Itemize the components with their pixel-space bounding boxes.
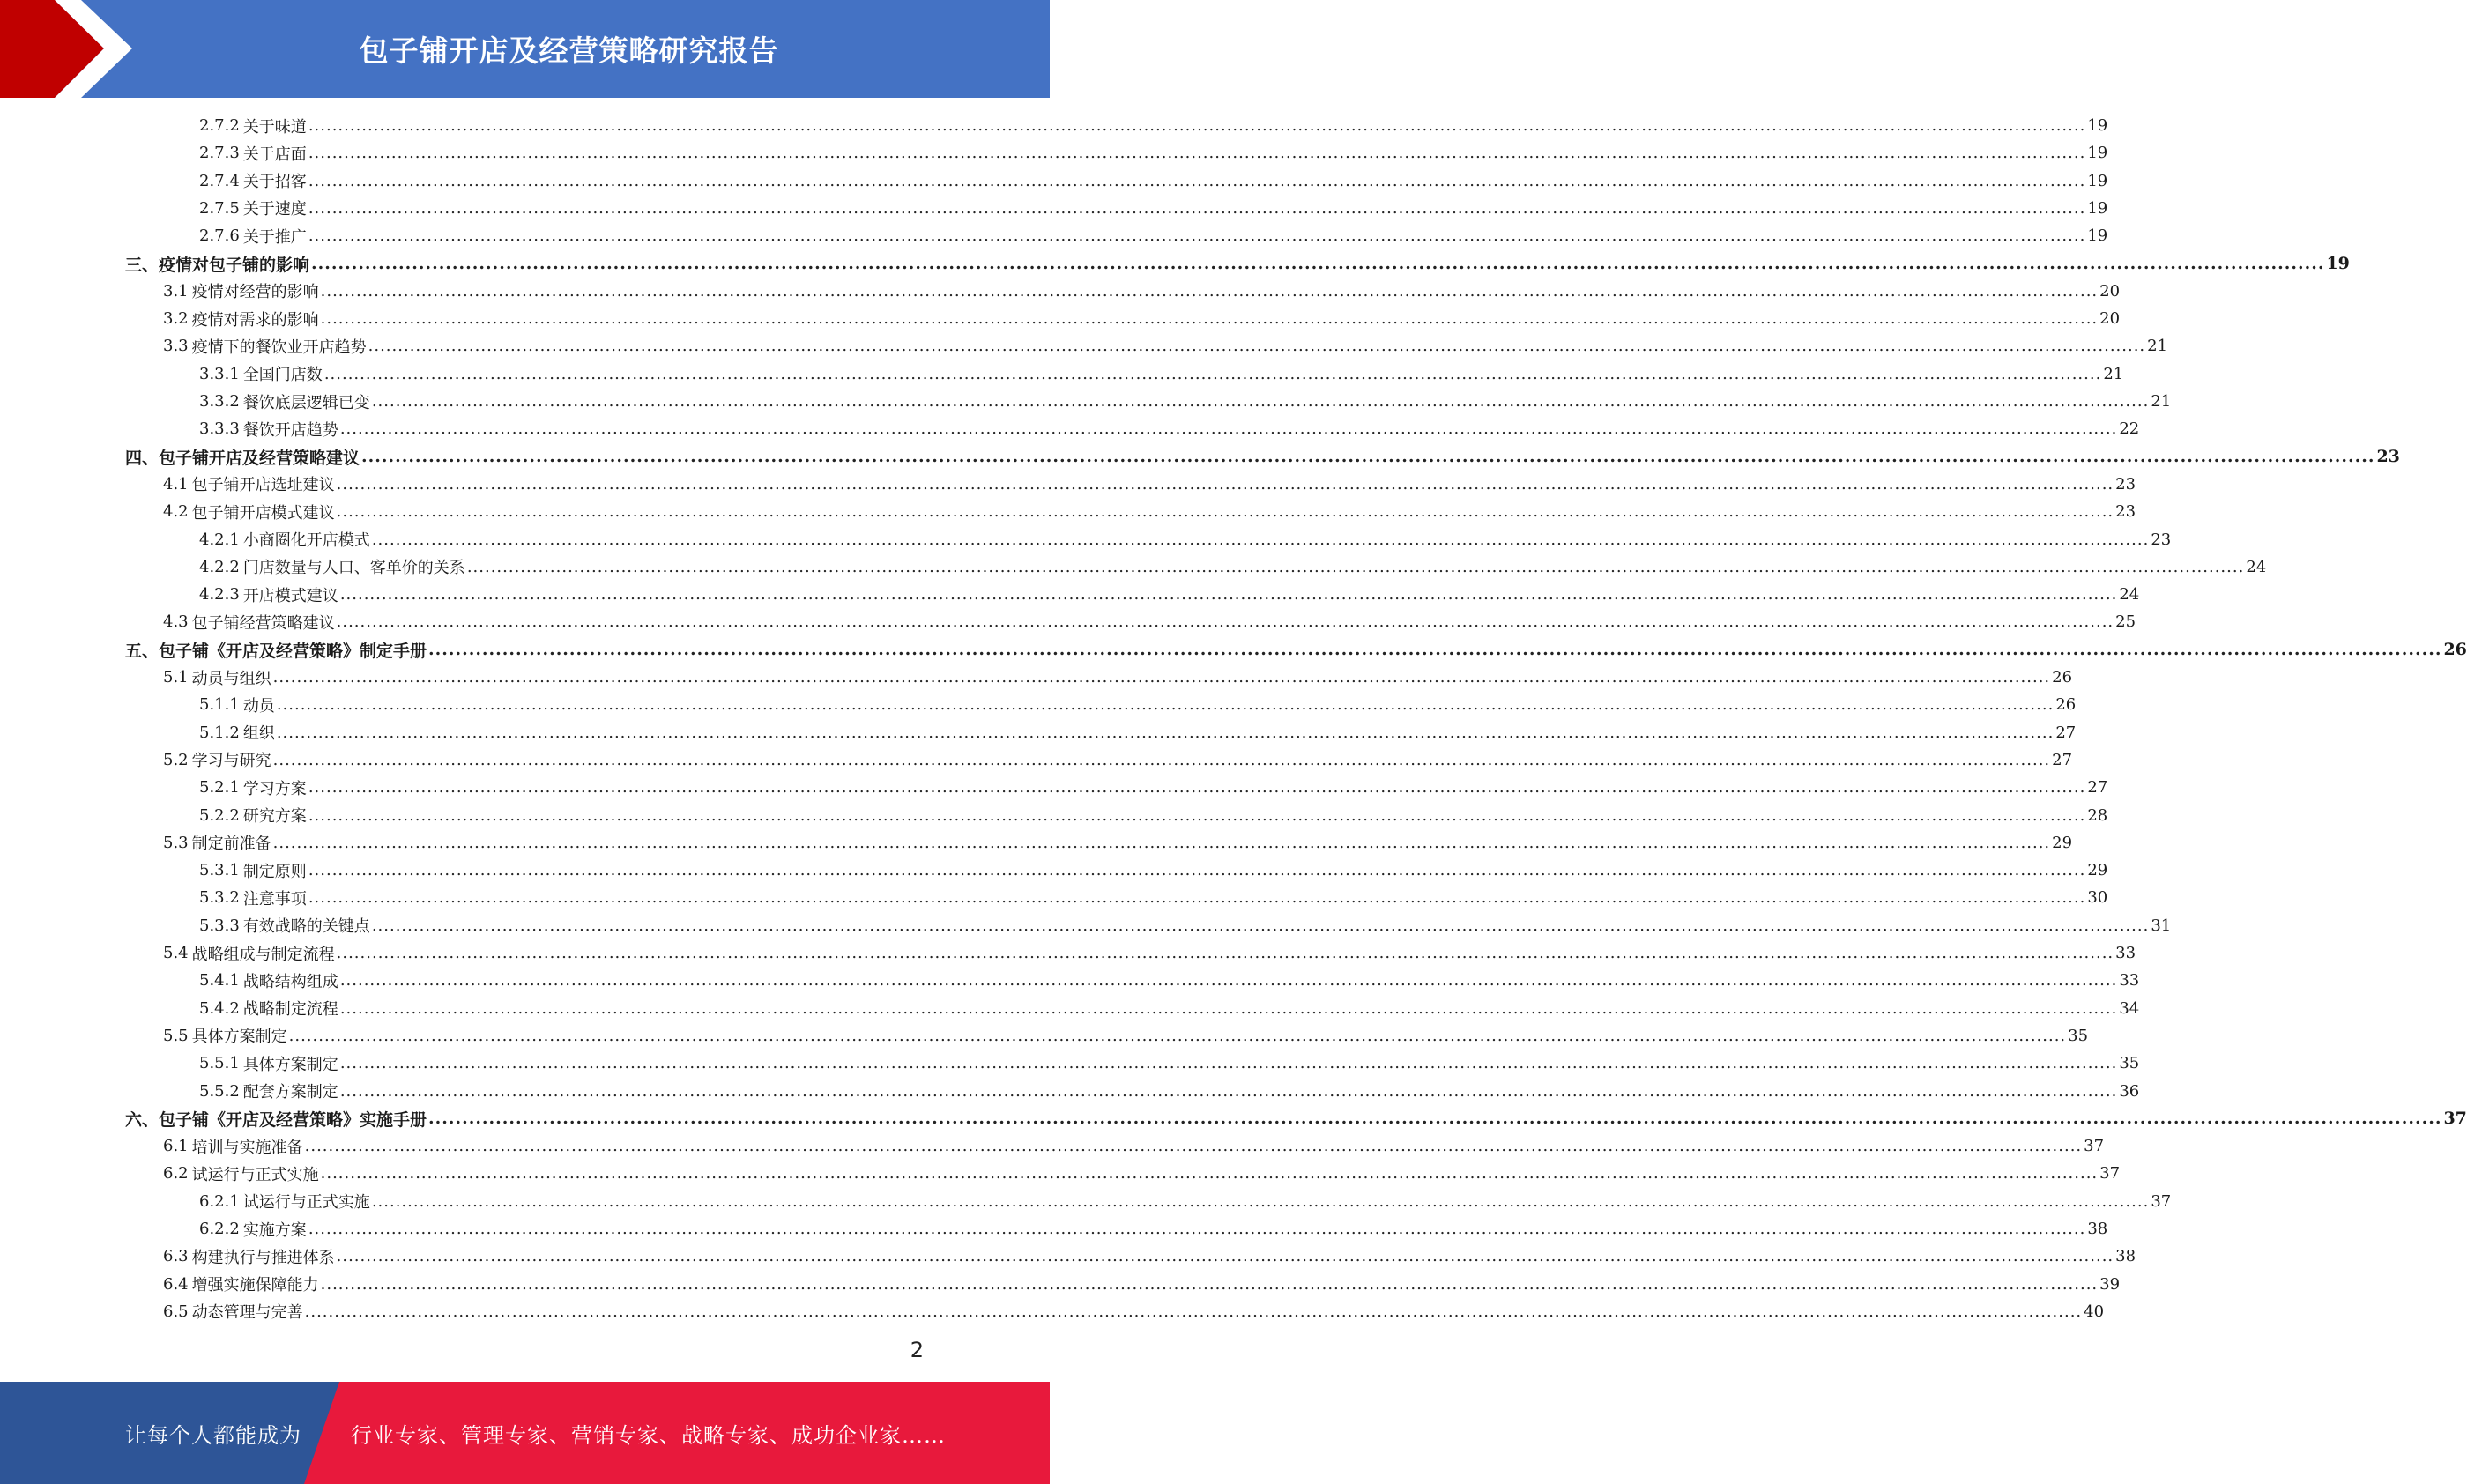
toc-entry-page: 21 — [2151, 392, 2172, 411]
toc-entry-page: 38 — [2115, 1247, 2136, 1266]
toc-entry[interactable] — [163, 305, 2121, 332]
toc-entry-label: 学习与研究 — [191, 752, 271, 771]
toc-leader-dots: ............................................................................................................................................................................................................................................................................................................ — [371, 392, 2150, 411]
toc-entry-page: 36 — [2119, 1081, 2140, 1101]
toc-entry-page: 26 — [2055, 695, 2077, 715]
toc-entry-page: 23 — [2151, 530, 2172, 549]
toc-entry[interactable] — [199, 1078, 2140, 1105]
toc-leader-dots: ............................................................................................................................................................................................................................................................................................................ — [361, 447, 2375, 467]
page-footer — [0, 1382, 1050, 1484]
toc-entry-label: 战略结构组成 — [242, 972, 338, 991]
toc-entry[interactable] — [125, 443, 2400, 471]
toc-entry-number: 5.2 — [163, 750, 189, 769]
toc-entry-page: 35 — [2119, 1054, 2140, 1073]
page-number: 2 — [910, 1338, 924, 1362]
toc-entry-label: 试运行与正式实施 — [242, 1193, 370, 1213]
toc-leader-dots: ............................................................................................................................................................................................................................................................................................................ — [308, 888, 2086, 908]
toc-leader-dots: ............................................................................................................................................................................................................................................................................................................ — [320, 1274, 2099, 1294]
toc-leader-dots: ............................................................................................................................................................................................................................................................................................................ — [336, 474, 2114, 493]
toc-entry-label: 包子铺开店选址建议 — [191, 476, 335, 495]
toc-entry-number: 6.2 — [163, 1164, 189, 1183]
toc-entry-page: 24 — [2119, 585, 2140, 605]
toc-leader-dots: ............................................................................................................................................................................................................................................................................................................ — [339, 1081, 2118, 1101]
toc-leader-dots: ............................................................................................................................................................................................................................................................................................................ — [336, 502, 2114, 522]
toc-leader-dots: ............................................................................................................................................................................................................................................................................................................ — [308, 861, 2086, 880]
toc-leader-dots: ............................................................................................................................................................................................................................................................................................................ — [276, 695, 2055, 715]
toc-entry-number: 3.3.1 — [199, 364, 240, 383]
toc-entry-number: 5.3 — [163, 833, 189, 852]
toc-entry[interactable] — [125, 250, 2350, 278]
toc-entry[interactable] — [199, 912, 2172, 939]
toc-leader-dots: ............................................................................................................................................................................................................................................................................................................ — [336, 1247, 2114, 1266]
toc-entry-label: 增强实施保障能力 — [191, 1276, 319, 1295]
toc-entry-page: 37 — [2084, 1137, 2105, 1156]
toc-entry-number: 4.1 — [163, 474, 189, 493]
header-chevron-decoration — [0, 0, 141, 98]
toc-entry-page: 30 — [2087, 888, 2108, 908]
toc-entry-number: 3.3.2 — [199, 392, 240, 411]
toc-entry-label: 四、包子铺开店及经营策略建议 — [125, 448, 360, 468]
toc-entry-number: 2.7.4 — [199, 171, 240, 190]
toc-leader-dots: ............................................................................................................................................................................................................................................................................................................ — [308, 144, 2086, 163]
toc-entry[interactable] — [163, 1160, 2121, 1187]
toc-entry[interactable] — [199, 995, 2140, 1022]
toc-entry[interactable] — [199, 1215, 2108, 1243]
toc-leader-dots: ............................................................................................................................................................................................................................................................................................................ — [320, 309, 2099, 329]
toc-entry-label: 制定前准备 — [191, 835, 271, 854]
toc-entry-number: 2.7.6 — [199, 226, 240, 246]
toc-leader-dots: ............................................................................................................................................................................................................................................................................................................ — [308, 805, 2086, 825]
toc-entry-page: 37 — [2099, 1164, 2121, 1183]
toc-entry-label: 战略制定流程 — [242, 1000, 338, 1020]
footer-slogan-left: 让每个人都能成为 — [125, 1422, 301, 1448]
toc-entry-label: 战略组成与制定流程 — [191, 945, 335, 964]
toc-entry-number: 2.7.3 — [199, 144, 240, 163]
toc-entry-page: 26 — [2052, 668, 2073, 686]
toc-leader-dots: ............................................................................................................................................................................................................................................................................................................ — [304, 1137, 2083, 1156]
toc-entry[interactable] — [199, 388, 2172, 415]
document-title: 包子铺开店及经营策略研究报告 — [359, 33, 779, 68]
toc-entry-number: 6.4 — [163, 1274, 189, 1294]
toc-entry[interactable] — [163, 1132, 2105, 1160]
toc-entry-number: 5.4 — [163, 944, 189, 962]
toc-entry-label: 制定原则 — [242, 862, 307, 881]
toc-entry-number: 5.2.1 — [199, 778, 240, 798]
toc-leader-dots: ............................................................................................................................................................................................................................................................................................................ — [272, 833, 2051, 852]
toc-leader-dots: ............................................................................................................................................................................................................................................................................................................ — [428, 1109, 2442, 1129]
toc-entry-page: 38 — [2087, 1220, 2108, 1238]
toc-entry-page: 22 — [2119, 419, 2140, 439]
toc-entry-number: 5.4.1 — [199, 971, 240, 991]
toc-entry-page: 19 — [2087, 171, 2108, 190]
toc-entry[interactable] — [163, 608, 2136, 635]
toc-entry-page: 37 — [2151, 1191, 2172, 1211]
toc-entry[interactable] — [199, 774, 2108, 801]
toc-leader-dots: ............................................................................................................................................................................................................................................................................................................ — [308, 171, 2086, 190]
toc-entry-number: 5.5.2 — [199, 1081, 240, 1101]
toc-leader-dots: ............................................................................................................................................................................................................................................................................................................ — [371, 530, 2150, 549]
toc-entry-label: 构建执行与推进体系 — [191, 1248, 335, 1267]
toc-entry[interactable] — [163, 1298, 2105, 1325]
toc-entry-page: 37 — [2443, 1109, 2467, 1129]
toc-entry[interactable] — [199, 553, 2267, 581]
toc-entry-page: 24 — [2246, 557, 2267, 576]
toc-entry-number: 4.2.2 — [199, 557, 240, 576]
toc-entry-label: 动员 — [242, 696, 275, 716]
toc-leader-dots: ............................................................................................................................................................................................................................................................................................................ — [308, 198, 2086, 218]
toc-entry-page: 19 — [2087, 116, 2108, 135]
toc-entry[interactable] — [199, 415, 2140, 442]
toc-entry[interactable] — [125, 1105, 2467, 1132]
toc-entry-label: 研究方案 — [242, 807, 307, 826]
toc-leader-dots: ............................................................................................................................................................................................................................................................................................................ — [308, 1220, 2086, 1238]
toc-entry-page: 23 — [2376, 447, 2400, 467]
toc-entry-label: 关于店面 — [242, 145, 307, 164]
toc-entry-page: 28 — [2087, 805, 2108, 825]
toc-entry-label: 包子铺开店模式建议 — [191, 503, 335, 523]
toc-entry-page: 27 — [2087, 778, 2108, 798]
toc-entry-number: 5.1.1 — [199, 695, 240, 715]
toc-entry-page: 33 — [2115, 944, 2136, 962]
toc-entry[interactable] — [199, 691, 2077, 718]
toc-entry-number: 5.1.2 — [199, 723, 240, 742]
toc-entry-page: 26 — [2443, 640, 2467, 660]
toc-entry-page: 27 — [2052, 750, 2073, 769]
toc-entry[interactable] — [163, 332, 2168, 360]
toc-entry-number: 5.5 — [163, 1026, 189, 1045]
toc-leader-dots: ............................................................................................................................................................................................................................................................................................................ — [320, 1164, 2099, 1183]
toc-entry[interactable] — [199, 1050, 2140, 1077]
toc-entry-label: 具体方案制定 — [242, 1055, 338, 1074]
toc-entry-label: 实施方案 — [242, 1221, 307, 1240]
toc-entry-label: 关于推广 — [242, 227, 307, 247]
toc-entry[interactable] — [199, 195, 2108, 222]
toc-entry-number: 5.5.1 — [199, 1054, 240, 1073]
toc-entry-label: 组织 — [242, 724, 275, 744]
toc-entry[interactable] — [163, 498, 2136, 525]
toc-entry-page: 35 — [2068, 1026, 2089, 1045]
toc-leader-dots: ............................................................................................................................................................................................................................................................................................................ — [371, 916, 2150, 935]
toc-entry-page: 19 — [2326, 254, 2350, 273]
toc-entry-number: 5.3.1 — [199, 861, 240, 880]
toc-entry-label: 学习方案 — [242, 779, 307, 798]
toc-entry-label: 疫情对经营的影响 — [191, 283, 319, 302]
toc-entry-label: 关于味道 — [242, 117, 307, 137]
toc-entry-number: 6.2.1 — [199, 1191, 240, 1211]
toc-entry[interactable] — [199, 802, 2108, 829]
toc-entry[interactable] — [199, 139, 2108, 167]
toc-leader-dots: ............................................................................................................................................................................................................................................................................................................ — [466, 557, 2245, 576]
toc-entry[interactable] — [163, 664, 2073, 691]
page-header — [0, 0, 1050, 98]
toc-entry-page: 33 — [2119, 971, 2140, 991]
toc-entry-number: 3.3.3 — [199, 419, 240, 439]
toc-entry[interactable] — [163, 1271, 2121, 1298]
toc-entry-label: 试运行与正式实施 — [191, 1165, 319, 1184]
toc-leader-dots: ............................................................................................................................................................................................................................................................................................................ — [339, 1054, 2118, 1073]
toc-entry-label: 具体方案制定 — [191, 1028, 287, 1047]
toc-entry-page: 21 — [2103, 364, 2124, 383]
toc-entry-label: 六、包子铺《开店及经营策略》实施手册 — [125, 1109, 427, 1130]
toc-entry-label: 餐饮开店趋势 — [242, 420, 338, 440]
toc-entry[interactable] — [199, 884, 2108, 911]
toc-entry-page: 20 — [2099, 309, 2121, 329]
toc-leader-dots: ............................................................................................................................................................................................................................................................................................................ — [339, 971, 2118, 991]
toc-leader-dots: ............................................................................................................................................................................................................................................................................................................ — [371, 1191, 2150, 1211]
toc-entry-number: 2.7.5 — [199, 198, 240, 218]
toc-entry-label: 关于招客 — [242, 173, 307, 192]
toc-entry[interactable] — [163, 939, 2136, 967]
toc-leader-dots: ............................................................................................................................................................................................................................................................................................................ — [304, 1302, 2083, 1321]
toc-entry-page: 23 — [2115, 474, 2136, 493]
toc-leader-dots: ............................................................................................................................................................................................................................................................................................................ — [308, 778, 2086, 798]
toc-entry[interactable] — [199, 719, 2077, 746]
toc-entry-label: 疫情对需求的影响 — [191, 310, 319, 330]
toc-leader-dots: ............................................................................................................................................................................................................................................................................................................ — [323, 364, 2102, 383]
toc-leader-dots: ............................................................................................................................................................................................................................................................................................................ — [272, 750, 2051, 769]
toc-entry-label: 动态管理与完善 — [191, 1303, 303, 1323]
toc-entry-number: 3.2 — [163, 309, 189, 329]
toc-entry-label: 小商圈化开店模式 — [242, 531, 370, 550]
toc-entry-label: 五、包子铺《开店及经营策略》制定手册 — [125, 641, 427, 661]
toc-entry-number: 5.4.2 — [199, 998, 240, 1018]
toc-entry-number: 6.5 — [163, 1302, 189, 1321]
toc-entry[interactable] — [163, 1243, 2136, 1270]
toc-entry-number: 5.1 — [163, 668, 189, 686]
toc-entry-number: 4.3 — [163, 612, 189, 632]
toc-leader-dots: ............................................................................................................................................................................................................................................................................................................ — [339, 998, 2118, 1018]
toc-leader-dots: ............................................................................................................................................................................................................................................................................................................ — [311, 254, 2325, 273]
toc-leader-dots: ............................................................................................................................................................................................................................................................................................................ — [336, 944, 2114, 962]
toc-leader-dots: ............................................................................................................................................................................................................................................................................................................ — [272, 668, 2051, 686]
toc-entry-page: 34 — [2119, 998, 2140, 1018]
toc-leader-dots: ............................................................................................................................................................................................................................................................................................................ — [288, 1026, 2067, 1045]
toc-entry-page: 19 — [2087, 144, 2108, 163]
toc-entry-page: 27 — [2055, 723, 2077, 742]
toc-entry-number: 3.3 — [163, 337, 189, 356]
toc-entry-label: 餐饮底层逻辑已变 — [242, 393, 370, 412]
toc-entry-number: 5.3.3 — [199, 916, 240, 935]
toc-entry[interactable] — [199, 526, 2172, 553]
toc-entry[interactable] — [199, 167, 2108, 195]
toc-entry[interactable] — [163, 1022, 2089, 1050]
toc-entry-page: 19 — [2087, 226, 2108, 246]
toc-entry-number: 5.3.2 — [199, 888, 240, 908]
toc-leader-dots: ............................................................................................................................................................................................................................................................................................................ — [428, 640, 2442, 660]
toc-entry-page: 31 — [2151, 916, 2172, 935]
toc-entry-number: 2.7.2 — [199, 116, 240, 135]
toc-entry[interactable] — [199, 222, 2108, 249]
toc-entry-label: 三、疫情对包子铺的影响 — [125, 255, 310, 275]
toc-leader-dots: ............................................................................................................................................................................................................................................................................................................ — [308, 226, 2086, 246]
toc-leader-dots: ............................................................................................................................................................................................................................................................................................................ — [339, 419, 2118, 439]
toc-entry-label: 门店数量与人口、客单价的关系 — [242, 559, 465, 578]
toc-entry-label: 开店模式建议 — [242, 586, 338, 605]
toc-entry[interactable] — [163, 278, 2121, 305]
toc-entry-label: 包子铺经营策略建议 — [191, 613, 335, 633]
footer-slogan-right: 行业专家、管理专家、营销专家、战略专家、成功企业家…… — [351, 1422, 946, 1448]
toc-entry-label: 注意事项 — [242, 889, 307, 909]
toc-entry-label: 关于速度 — [242, 200, 307, 219]
toc-entry-page: 19 — [2087, 198, 2108, 218]
toc-entry-label: 有效战略的关键点 — [242, 917, 370, 937]
toc-entry-label: 疫情下的餐饮业开店趋势 — [191, 338, 367, 357]
toc-entry-number: 6.3 — [163, 1247, 189, 1266]
toc-entry-page: 29 — [2087, 861, 2108, 880]
toc-entry-label: 培训与实施准备 — [191, 1138, 303, 1157]
toc-entry[interactable] — [163, 471, 2136, 498]
toc-entry[interactable] — [199, 112, 2108, 139]
toc-entry-number: 4.2.3 — [199, 585, 240, 605]
toc-entry-number: 5.2.2 — [199, 805, 240, 825]
toc-entry-number: 6.2.2 — [199, 1220, 240, 1238]
toc-entry-number: 4.2.1 — [199, 530, 240, 549]
toc-leader-dots: ............................................................................................................................................................................................................................................................................................................ — [339, 585, 2118, 605]
toc-entry-number: 3.1 — [163, 281, 189, 301]
toc-entry-page: 39 — [2099, 1274, 2121, 1294]
toc-entry[interactable] — [199, 1188, 2172, 1215]
toc-entry[interactable] — [199, 857, 2108, 884]
toc-entry-page: 21 — [2147, 337, 2168, 356]
toc-entry[interactable] — [163, 829, 2073, 857]
toc-entry[interactable] — [163, 746, 2073, 774]
toc-entry-page: 29 — [2052, 833, 2073, 852]
toc-entry-label: 全国门店数 — [242, 366, 323, 385]
toc-leader-dots: ............................................................................................................................................................................................................................................................................................................ — [368, 337, 2146, 356]
toc-entry-page: 20 — [2099, 281, 2121, 301]
toc-entry-number: 6.1 — [163, 1137, 189, 1156]
toc-entry-number: 4.2 — [163, 502, 189, 522]
toc-leader-dots: ............................................................................................................................................................................................................................................................................................................ — [336, 612, 2114, 632]
toc-leader-dots: ............................................................................................................................................................................................................................................................................................................ — [276, 723, 2055, 742]
toc-entry[interactable] — [199, 967, 2140, 994]
toc-entry[interactable] — [199, 360, 2124, 388]
toc-entry[interactable] — [199, 581, 2140, 608]
toc-entry-label: 动员与组织 — [191, 669, 271, 688]
toc-entry-label: 配套方案制定 — [242, 1083, 338, 1102]
toc-leader-dots: ............................................................................................................................................................................................................................................................................................................ — [320, 281, 2099, 301]
toc-entry[interactable] — [125, 636, 2467, 664]
toc-leader-dots: ............................................................................................................................................................................................................................................................................................................ — [308, 116, 2086, 135]
toc-entry-page: 25 — [2115, 612, 2136, 632]
toc-entry-page: 40 — [2084, 1302, 2105, 1321]
toc-entry-page: 23 — [2115, 502, 2136, 522]
